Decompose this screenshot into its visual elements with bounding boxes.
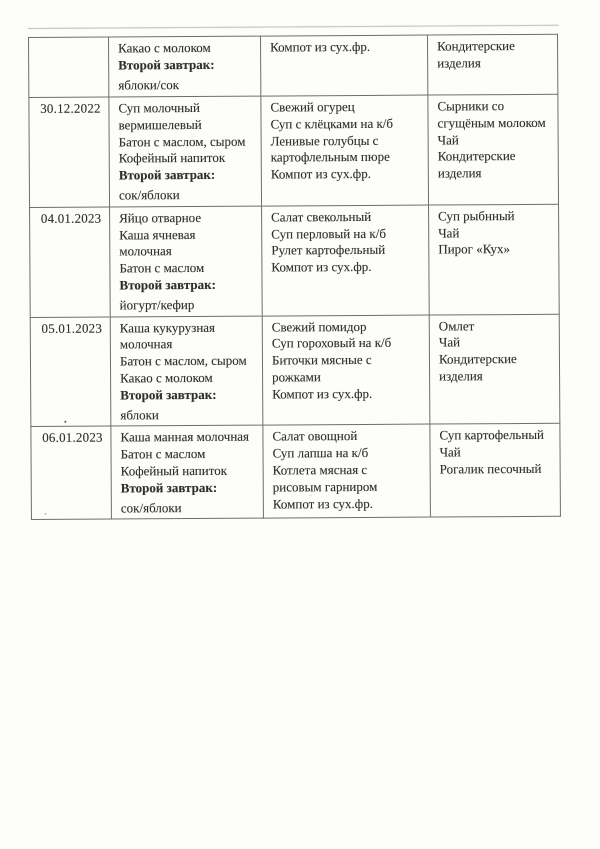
lunch-cell (261, 95, 429, 206)
menu-item-line: Суп перловый на к/б (271, 225, 386, 242)
menu-item-line: рисовым гарниром (272, 478, 378, 495)
menu-item-line: Пирог «Кух» (438, 241, 510, 257)
breakfast-cell (109, 96, 262, 207)
afternoon-cell (429, 314, 560, 425)
menu-item-line: Батон с маслом (119, 260, 205, 276)
lunch-cell (262, 205, 430, 316)
menu-item-line: изделия (437, 165, 482, 181)
menu-item-line: сгущёным молоком (437, 114, 546, 131)
menu-item-line: молочная (119, 243, 172, 259)
menu-item-line: сок/яблоки (120, 499, 182, 515)
menu-item-line: молочная (119, 336, 173, 352)
menu-item-line: Компот из сух.фр. (270, 38, 371, 55)
menu-item-line: Рулет картофельный (271, 242, 386, 258)
breakfast-cell (110, 316, 263, 427)
menu-item-line: Батон с маслом (120, 446, 206, 462)
menu-item-line: Кондитерские (437, 38, 515, 54)
menu-item-line: Яйцо отварное (119, 209, 202, 226)
menu-item-line: Чай (438, 334, 461, 350)
menu-item-line: Каша кукурузная (119, 319, 216, 336)
menu-item-line: Сырники со (437, 98, 505, 114)
date-cell: 05.01.2023 (30, 317, 111, 427)
table-row (29, 94, 559, 207)
afternoon-cell (428, 94, 559, 205)
breakfast-cell (111, 425, 264, 519)
menu-item-line: вермишелевый (118, 116, 202, 133)
breakfast-cell (110, 206, 263, 317)
menu-item-line: Второй завтрак: (118, 167, 216, 183)
menu-item-line: Кондитерские (438, 351, 517, 367)
lunch-cell (262, 315, 430, 426)
menu-item-line: Компот из сух.фр. (270, 166, 371, 182)
lunch-cell (263, 424, 431, 518)
scan-speck (64, 421, 66, 423)
menu-item-line: яблоки (120, 406, 159, 422)
menu-item-line: Суп с клёцками на к/б (270, 115, 394, 132)
date-cell: 04.01.2023 (30, 207, 111, 317)
menu-item-line: Чай (438, 224, 460, 241)
menu-item-line: Компот из сух.фр. (272, 385, 373, 402)
menu-item-line: Кофейный напиток (120, 462, 228, 479)
menu-item-line: Суп рыбнный (438, 207, 515, 224)
menu-item-line: Батон с маслом, сыром (118, 133, 246, 150)
table-row (30, 314, 560, 427)
menu-item-line: Чай (439, 444, 461, 460)
menu-item-line: яблоки/сок (118, 76, 180, 93)
menu-item-line: рожками (272, 369, 321, 385)
table-row (30, 204, 560, 317)
menu-item-line: Салат свекольный (271, 208, 372, 225)
menu-item-line: Суп лапша на к/б (272, 445, 369, 461)
menu-item-line: сок/яблоки (118, 187, 180, 203)
menu-item-line: изделия (437, 55, 481, 71)
date-cell (29, 37, 109, 97)
menu-item-line: Второй завтрак: (118, 56, 215, 73)
menu-item-line: Биточки мясные с (271, 352, 372, 368)
scan-speck (44, 513, 47, 515)
menu-item-line: Какао с молоком (120, 369, 213, 386)
menu-item-line: Каша ячневая (119, 226, 196, 243)
scan-speck (309, 495, 312, 496)
afternoon-cell (427, 34, 557, 95)
menu-item-line: Суп молочный (118, 99, 200, 116)
menu-item-line: Котлета мясная с (272, 461, 368, 478)
menu-item-line: Кофейный напиток (118, 150, 226, 166)
menu-item-line: йогурт/кефир (119, 296, 195, 313)
menu-item-line: Суп гороховый на к/б (271, 335, 392, 351)
menu-item-line: Свежий огурец (270, 99, 355, 115)
menu-table (28, 34, 561, 521)
menu-item-line: Кондитерские (437, 148, 516, 164)
lunch-cell (260, 35, 427, 96)
menu-item-line: Второй завтрак: (119, 276, 216, 293)
breakfast-cell (109, 36, 261, 97)
menu-item-line: Второй завтрак: (120, 479, 218, 496)
menu-item-line: Салат овощной (272, 428, 358, 444)
menu-item-line: Чай (437, 131, 459, 148)
menu-item-line: изделия (439, 368, 483, 384)
menu-item-line: Омлет (438, 317, 475, 334)
menu-item-line: Суп картофельный (439, 427, 545, 443)
menu-item-line: Какао с молоком (118, 39, 211, 56)
afternoon-cell (430, 424, 561, 518)
afternoon-cell (429, 204, 560, 315)
menu-item-line: Ленивые голубцы с (270, 132, 379, 149)
date-cell: 06.01.2023 (31, 426, 112, 519)
menu-item-line: Компот из сух.фр. (271, 259, 372, 275)
table-row (31, 424, 561, 520)
menu-item-line: Свежий помидор (271, 318, 367, 335)
page-top-faint-line (28, 25, 559, 29)
date-cell: 30.12.2022 (29, 97, 110, 207)
menu-table-body (29, 34, 561, 520)
menu-item-line: картофлельным пюре (270, 149, 390, 165)
menu-item-line: Каша манная молочная (120, 429, 250, 445)
table-row (29, 34, 558, 97)
menu-item-line: Второй завтрак: (120, 386, 217, 403)
menu-item-line: Батон с маслом, сыром (119, 352, 247, 369)
menu-item-line: Рогалик песочный (439, 460, 542, 477)
menu-item-line: Компот из сух.фр. (272, 495, 373, 512)
